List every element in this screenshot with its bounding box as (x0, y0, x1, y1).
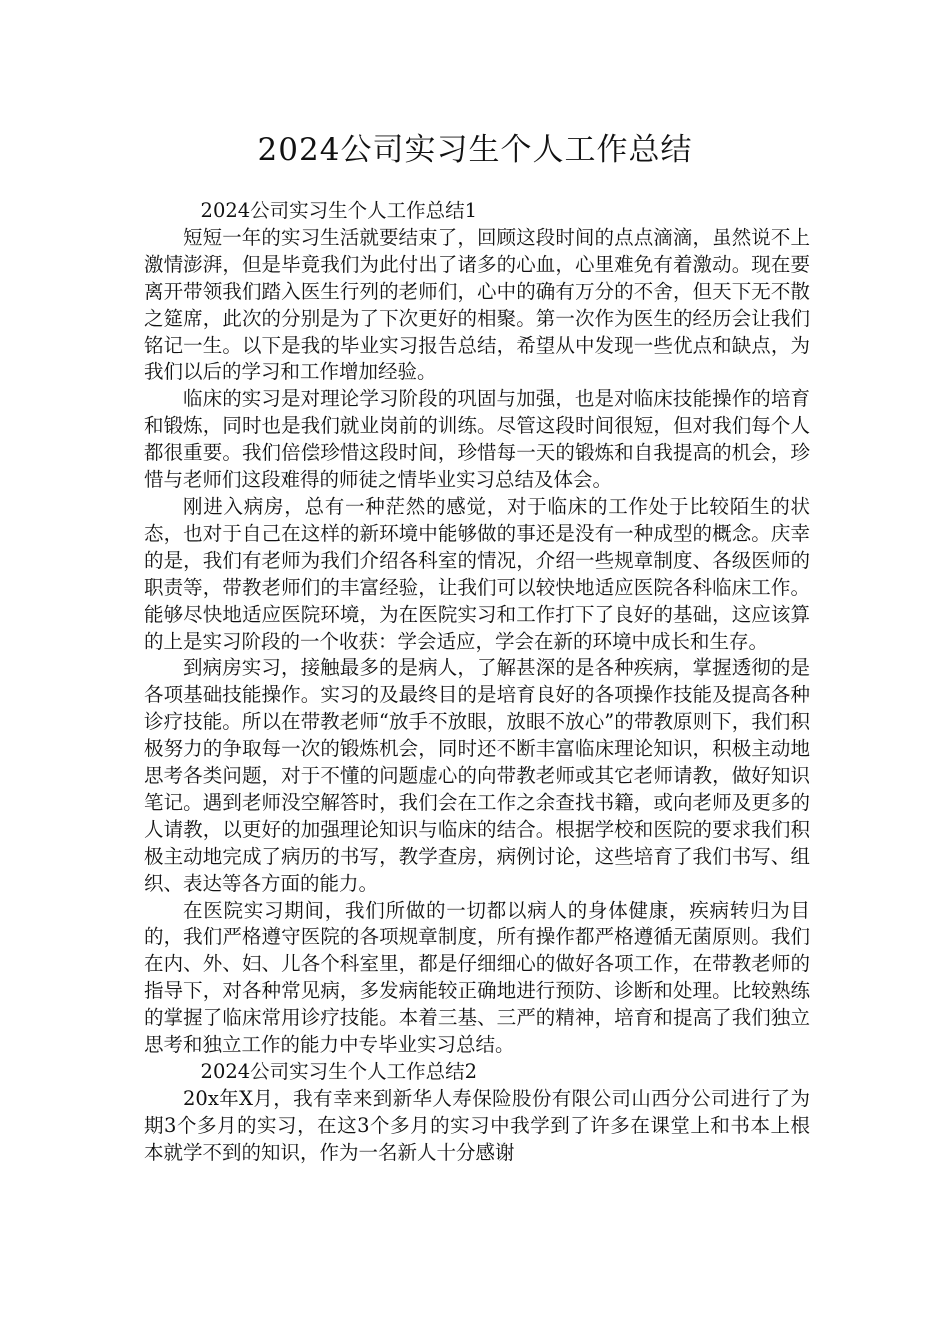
document-title: 2024公司实习生个人工作总结 (257, 132, 693, 168)
body-paragraph: 到病房实习，接触最多的是病人，了解甚深的是各种疾病，掌握透彻的是各项基础技能操作。实习的及最终目的是培育良好的各项操作技能及提高各种诊疗技能。所以在带教老师“放手不放眼，放眼不放心”的带教原则下，我们积极努力的争取每一次的锻炼机会，同时还不断丰富临床理论知识，积极主动地思考各类问题，对于不懂的问题虚心的向带教老师或其它老师请教，做好知识笔记。遇到老师没空解答时，我们会在工作之余查找书籍，或向老师及更多的人请教，以更好的加强理论知识与临床的结合。根据学校和医院的要求我们积极主动地完成了病历的书写，教学查房，病例讨论，这些培育了我们书写、组织、表达等各方面的能力。 (144, 656, 810, 895)
document-body (144, 198, 810, 1167)
body-paragraph: 临床的实习是对理论学习阶段的巩固与加强，也是对临床技能操作的培育和锻炼，同时也是我们就业岗前的训练。尽管这段时间很短，但对我们每个人都很重要。我们倍偿珍惜这段时间，珍惜每一天的锻炼和自我提高的机会，珍惜与老师们这段难得的师徒之情毕业实习总结及体会。 (144, 387, 810, 492)
body-paragraph: 刚进入病房，总有一种茫然的感觉，对于临床的工作处于比较陌生的状态，也对于自己在这样的新环境中能够做的事还是没有一种成型的概念。庆幸的是，我们有老师为我们介绍各科室的情况，介绍一些规章制度、各级医师的职责等，带教老师们的丰富经验，让我们可以较快地适应医院各科临床工作。能够尽快地适应医院环境，为在医院实习和工作打下了良好的基础，这应该算的上是实习阶段的一个收获：学会适应，学会在新的环境中成长和生存。 (144, 494, 810, 653)
section-heading-2: 2024公司实习生个人工作总结2 (200, 1060, 478, 1083)
body-paragraph: 20x年X月，我有幸来到新华人寿保险股份有限公司山西分公司进行了为期3个多月的实习，在这3个多月的实习中我学到了许多在课堂上和书本上根本就学不到的知识，作为一名新人十分感谢 (144, 1086, 810, 1164)
body-paragraph: 在医院实习期间，我们所做的一切都以病人的身体健康，疾病转归为目的，我们严格遵守医院的各项规章制度，所有操作都严格遵循无菌原则。我们在内、外、妇、儿各个科室里，都是仔细细心的做好各项工作，在带教老师的指导下，对各种常见病，多发病能较正确地进行预防、诊断和处理。比较熟练的掌握了临床常用诊疗技能。本着三基、三严的精神，培育和提高了我们独立思考和独立工作的能力中专毕业实习总结。 (144, 898, 810, 1057)
body-paragraph: 短短一年的实习生活就要结束了，回顾这段时间的点点滴滴，虽然说不上激情澎湃，但是毕竟我们为此付出了诸多的心血，心里难免有着激动。现在要离开带领我们踏入医生行列的老师们，心中的确有万分的不舍，但天下无不散之筵席，此次的分别是为了下次更好的相聚。第一次作为医生的经历会让我们铭记一生。以下是我的毕业实习报告总结，希望从中发现一些优点和缺点，为我们以后的学习和工作增加经验。 (144, 225, 810, 384)
section-heading-1: 2024公司实习生个人工作总结1 (200, 199, 478, 222)
